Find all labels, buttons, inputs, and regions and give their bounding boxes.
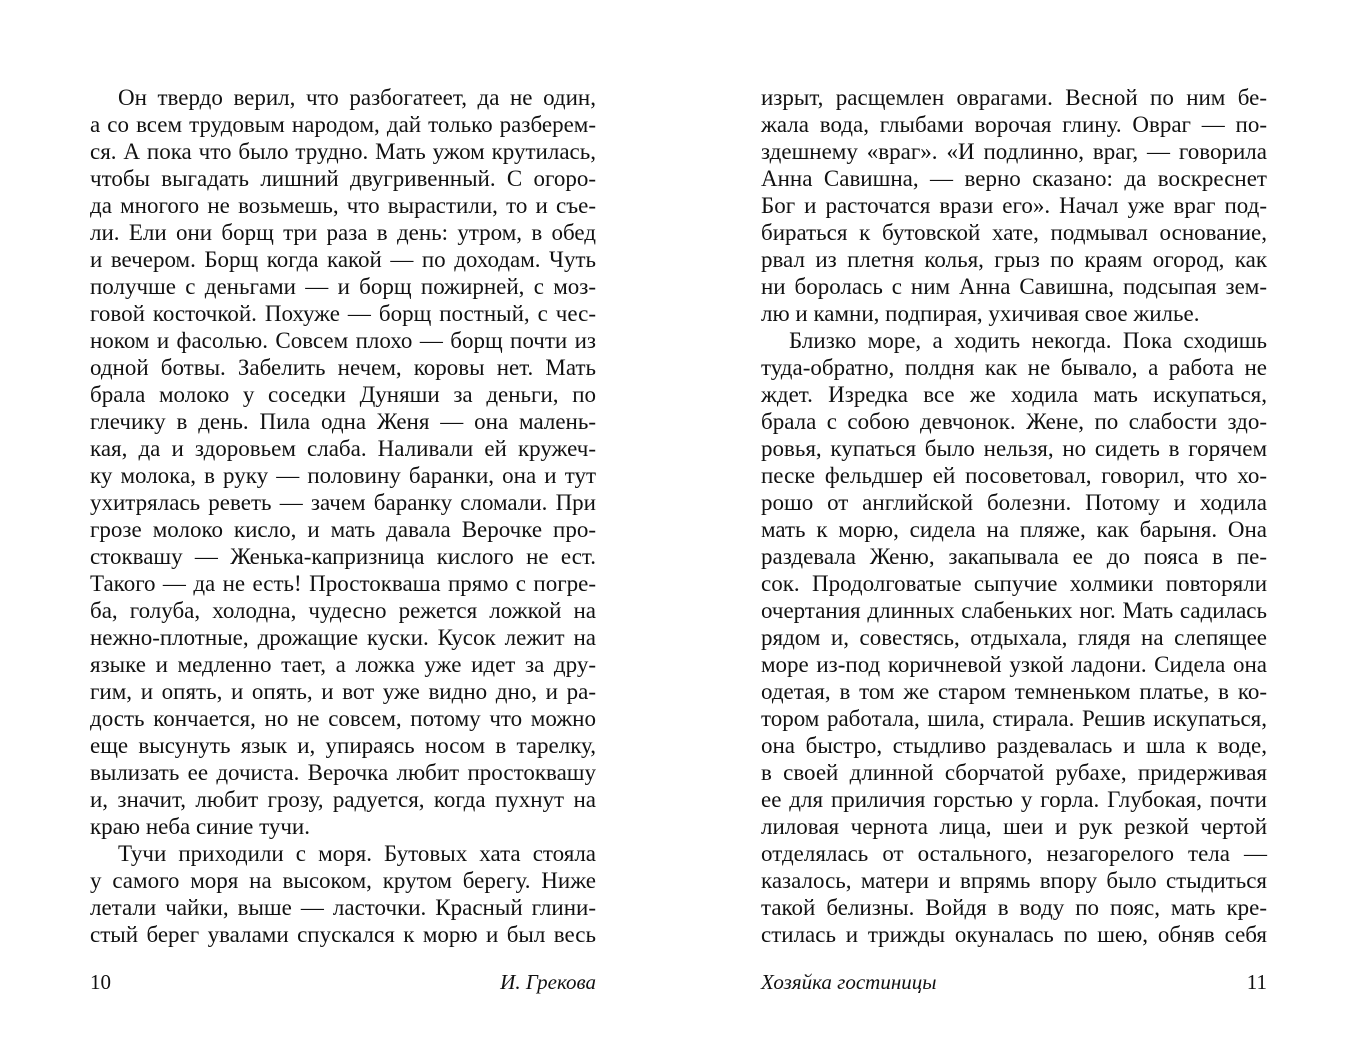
text-line: туда-обратно, полдня как не бывало, а работа не [761, 355, 1267, 380]
text-line: ли. Ели они борщ три раза в день: утром, в обед [90, 220, 596, 245]
text-line: получше с деньгами — и борщ пожирней, с моз- [90, 274, 596, 299]
text-line: одной ботвы. Забелить нечем, коровы нет. Мать [90, 355, 596, 380]
text-line: грозе молоко кисло, и мать давала Верочке про- [90, 517, 596, 542]
text-line: изрыт, расщемлен оврагами. Весной по ним бе- [761, 85, 1267, 110]
text-line: у самого моря на высоком, крутом берегу. Ниже [90, 868, 596, 893]
text-line: сок. Продолговатые сыпучие холмики повторяли [761, 571, 1267, 596]
text-line: ровья, купаться было нельзя, но сидеть в горячем [761, 436, 1267, 461]
text-line: мать к морю, сидела на пляже, как барыня. Она [761, 517, 1267, 542]
text-line: такой белизны. Войдя в воду по пояс, мать кре- [761, 895, 1267, 920]
text-line: стоквашу — Женька-капризница кислого не ест. [90, 544, 596, 569]
text-line: Он твердо верил, что разбогатеет, да не один, [118, 85, 596, 110]
text-line: стый берег увалами спускался к морю и был весь [90, 922, 596, 947]
text-line: ждет. Изредка все же ходила мать искупаться, [761, 382, 1267, 407]
text-line: рошо от английской болезни. Потому и ходила [761, 490, 1267, 515]
text-line: кая, да и здоровьем слаба. Наливали ей кружеч- [90, 436, 596, 461]
text-line: отделялась от остального, незагорелого тела — [761, 841, 1267, 866]
text-line: раздевала Женю, закапывала ее до пояса в пе- [761, 544, 1267, 569]
text-line: ни боролась с ним Анна Савишна, подсыпая зем- [761, 274, 1267, 299]
left-page-text [90, 84, 596, 948]
text-line: Тучи приходили с моря. Бутовых хата стояла [118, 841, 596, 866]
text-line: Такого — да не есть! Простокваша прямо с погре- [90, 571, 596, 596]
text-line: она быстро, стыдливо раздевалась и шла к воде, [761, 733, 1267, 758]
text-line: бираться к бутовской хате, подмывал основание, [761, 220, 1267, 245]
text-line: здешнему «враг». «И подлинно, враг, — говорила [761, 139, 1267, 164]
text-line: глечику в день. Пила одна Женя — она малень- [90, 409, 596, 434]
running-head-author: И. Грекова [500, 970, 596, 994]
text-line: брала молоко у соседки Дуняши за деньги, по [90, 382, 596, 407]
text-line: ку молока, в руку — половину баранки, она и тут [90, 463, 596, 488]
text-line: лю и камни, подпирая, ухичивая свое жилье. [761, 301, 1200, 326]
text-line: нежно-плотные, дрожащие куски. Кусок лежит на [90, 625, 596, 650]
text-line: говой косточкой. Похуже — борщ постный, с чес- [90, 301, 596, 326]
text-line: ухитрялась реветь — зачем баранку сломали. При [90, 490, 596, 515]
text-line: в своей длинной сборчатой рубахе, придерживая [761, 760, 1267, 785]
text-line: летали чайки, выше — ласточки. Красный глини- [90, 895, 596, 920]
text-line: а со всем трудовым народом, дай только разберем- [90, 112, 596, 137]
text-line: песке фельдшер ей посоветовал, говорил, что хо- [761, 463, 1267, 488]
text-line: еще высунуть язык и, упираясь носом в тарелку, [90, 733, 596, 758]
text-line: море из-под коричневой узкой ладони. Сидела она [761, 652, 1267, 677]
text-line: стилась и трижды окуналась по шею, обняв себя [761, 922, 1267, 947]
text-line: очертания длинных слабеньких ног. Мать садилась [761, 598, 1267, 623]
text-line: тором работала, шила, стирала. Решив искупаться, [761, 706, 1267, 731]
text-line: Анна Савишна, — верно сказано: да воскреснет [761, 166, 1267, 191]
text-line: ее для приличия горстью у горла. Глубокая, почти [761, 787, 1267, 812]
text-line: и вечером. Борщ когда какой — по доходам. Чуть [90, 247, 596, 272]
text-line: Близко море, а ходить некогда. Пока сходишь [789, 328, 1267, 353]
running-head-title: Хозяйка гостиницы [761, 970, 937, 994]
text-line: и, значит, любит грозу, радуется, когда пухнут на [90, 787, 596, 812]
text-line: рвал из плетня колья, грыз по краям огород, как [761, 247, 1267, 272]
text-line: вылизать ее дочиста. Верочка любит простоквашу [90, 760, 596, 785]
text-line: лиловая чернота лица, шеи и рук резкой чертой [761, 814, 1267, 839]
text-line: краю неба синие тучи. [90, 814, 310, 839]
text-line: ба, голуба, холодна, чудесно режется ложкой на [90, 598, 596, 623]
text-line: чтобы выгадать лишний двугривенный. С огоро- [90, 166, 596, 191]
text-line: ся. А пока что было трудно. Мать ужом крутилась, [90, 139, 596, 164]
text-line: дость кончается, но не совсем, потому что можно [90, 706, 596, 731]
text-line: жала вода, глыбами ворочая глину. Овраг — по- [761, 112, 1267, 137]
text-line: да многого не возьмешь, что вырастили, то и съе- [90, 193, 596, 218]
text-line: казалось, матери и впрямь впору было стыдиться [761, 868, 1267, 893]
text-line: языке и медленно тает, а ложка уже идет за дру- [90, 652, 596, 677]
text-line: одетая, в том же старом темненьком платье, в ко- [761, 679, 1267, 704]
text-line: Бог и расточатся врази его». Начал уже враг под- [761, 193, 1267, 218]
text-line: рядом и, совестясь, отдыхала, глядя на слепящее [761, 625, 1267, 650]
text-line: брала с собою девчонок. Жене, по слабости здо- [761, 409, 1267, 434]
text-line: гим, и опять, и опять, и вот уже видно дно, и ра- [90, 679, 596, 704]
right-page-text [761, 84, 1267, 948]
page-number-left: 10 [90, 970, 111, 994]
text-line: ноком и фасолью. Совсем плохо — борщ почти из [90, 328, 596, 353]
right-page [679, 0, 1358, 1063]
page-number-right: 11 [1246, 970, 1267, 994]
